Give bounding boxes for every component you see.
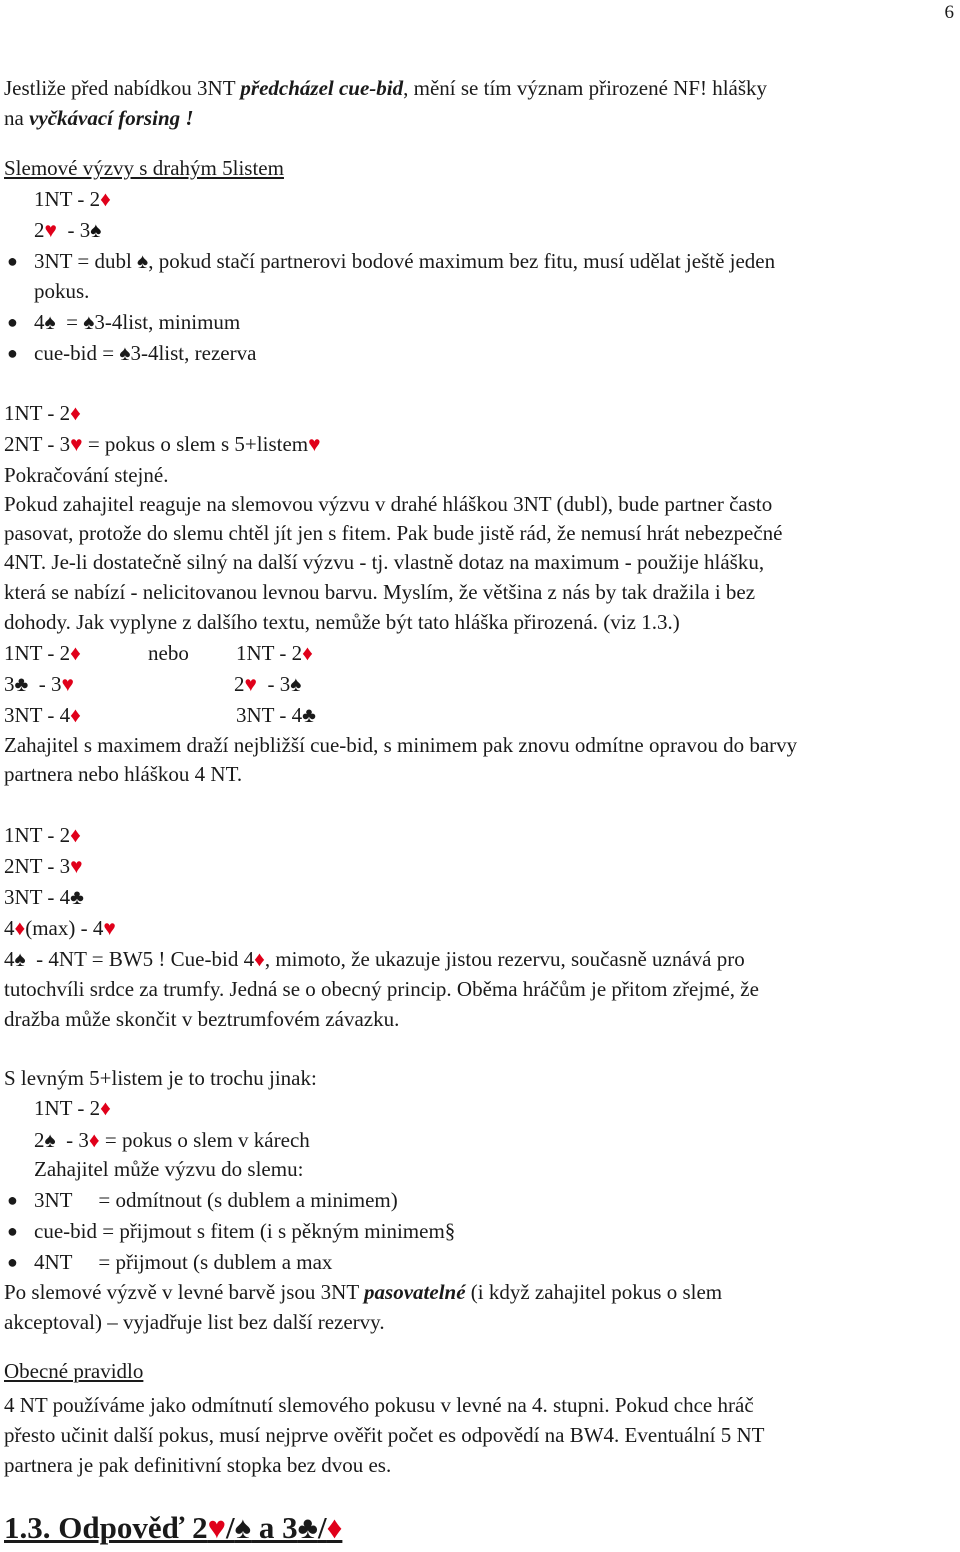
text: 3-4list, minimum — [94, 310, 241, 334]
bullet-item — [34, 249, 775, 273]
bid: 1NT - 2 — [4, 401, 71, 425]
para-line: partnera nebo hláškou 4 NT. — [4, 762, 243, 786]
bid: 4 — [4, 916, 15, 940]
text: , mění se tím význam přirozené NF! hlášky — [403, 76, 768, 100]
bid-line — [4, 641, 81, 665]
text: 3NT = dubl — [34, 249, 138, 273]
bid: 2 — [34, 1128, 45, 1152]
bid: 1NT - 2 — [236, 641, 303, 665]
bullet-item — [34, 341, 256, 365]
emphasis: pasovatelné — [364, 1280, 466, 1304]
bid-line — [234, 672, 301, 696]
heart-icon: ♥ — [70, 854, 83, 878]
bid-line — [4, 703, 81, 727]
diamond-icon: ♦ — [70, 823, 81, 847]
bid: 3NT - 4 — [236, 703, 303, 727]
para-line: tutochvíli srdce za trumfy. Jedná se o obecný princip. Oběma hráčům je přitom zřejmé, že — [4, 977, 759, 1001]
bid-line — [4, 432, 321, 456]
bid-line — [4, 401, 81, 425]
para-line: Zahajitel s maximem draží nejbližší cue-bid, s minimem pak znovu odmítne opravou do barvy — [4, 733, 798, 757]
bid: - 3 — [55, 1128, 89, 1152]
intro-line-1 — [4, 76, 767, 100]
bid-line — [4, 823, 81, 847]
bid-line — [4, 947, 745, 971]
bid: 1NT - 2 — [34, 187, 101, 211]
bid: 3NT - 4 — [4, 703, 71, 727]
bid-line — [4, 854, 83, 878]
heading-text: / — [317, 1510, 327, 1545]
heart-icon: ♥ — [103, 916, 116, 940]
diamond-icon: ♦ — [326, 1510, 343, 1545]
bid: - 3 — [256, 672, 291, 696]
bullet-icon: ● — [7, 1221, 18, 1241]
text: - 4NT = BW5 ! Cue-bid 4 — [25, 947, 255, 971]
heart-icon: ♥ — [70, 432, 83, 456]
para-line: partnera je pak definitivní stopka bez dvou es. — [4, 1453, 392, 1477]
diamond-icon: ♦ — [302, 641, 313, 665]
spade-icon: ♠ — [44, 310, 56, 334]
text: , mimoto, že ukazuje jistou rezervu, současně uznává pro — [264, 947, 745, 971]
bullet-item — [34, 310, 240, 334]
spade-icon: ♠ — [234, 1510, 252, 1545]
spade-icon: ♠ — [119, 341, 131, 365]
diamond-icon: ♦ — [100, 187, 111, 211]
bid: 2NT - 3 — [4, 854, 71, 878]
heart-icon: ♥ — [61, 672, 74, 696]
text: Po slemové výzvě v levné barvě jsou 3NT — [4, 1280, 365, 1304]
para-line: akceptoval) – vyjadřuje list bez další rezervy. — [4, 1310, 385, 1334]
para-line — [4, 1280, 722, 1304]
heading-text: 1.3. Odpověď 2 — [4, 1510, 208, 1545]
intro-line-2 — [4, 106, 194, 130]
text: 3-4list, rezerva — [130, 341, 257, 365]
heart-icon: ♥ — [44, 218, 57, 242]
bid-line — [34, 218, 101, 242]
spade-icon: ♠ — [137, 249, 149, 273]
diamond-icon: ♦ — [14, 916, 26, 940]
spade-icon: ♠ — [14, 947, 26, 971]
bid: 1NT - 2 — [4, 641, 71, 665]
bid-line — [34, 187, 111, 211]
text: cue-bid = — [34, 341, 120, 365]
text: na — [4, 106, 30, 130]
text: = pokus o slem s 5+listem — [82, 432, 309, 456]
bullet-icon: ● — [7, 251, 18, 271]
heading-text: / — [226, 1510, 235, 1545]
diamond-icon: ♦ — [70, 401, 81, 425]
diamond-icon: ♦ — [100, 1096, 111, 1120]
text: , pokud stačí partnerovi bodové maximum bez fitu, musí udělat ještě jeden — [148, 249, 776, 273]
heart-icon: ♥ — [308, 432, 321, 456]
bid-line — [4, 885, 84, 909]
text: Jestliže před nabídkou 3NT — [4, 76, 241, 100]
diamond-icon: ♦ — [70, 641, 81, 665]
club-icon: ♣ — [70, 885, 84, 909]
section-title-obecne-pravidlo: Obecné pravidlo — [4, 1359, 144, 1383]
bid: 3NT - 4 — [4, 885, 71, 909]
nebo-label: nebo — [148, 641, 189, 665]
chapter-heading — [4, 1510, 342, 1546]
bid-line — [236, 641, 313, 665]
bid-line — [34, 1096, 111, 1120]
emphasis: předcházel cue-bid — [240, 76, 404, 100]
bid: 2 — [234, 672, 245, 696]
heart-icon: ♥ — [207, 1510, 226, 1545]
club-icon: ♣ — [302, 703, 316, 727]
spade-icon: ♠ — [83, 310, 95, 334]
spade-icon: ♠ — [90, 218, 102, 242]
diamond-icon: ♦ — [70, 703, 81, 727]
bid: - 3 — [28, 672, 62, 696]
bid: - 3 — [56, 218, 91, 242]
text: = pokus o slem v kárech — [99, 1128, 310, 1152]
bid: 2NT - 3 — [4, 432, 71, 456]
bid: 2 — [34, 218, 45, 242]
bid: (max) - 4 — [25, 916, 104, 940]
heading-text: a 3 — [251, 1510, 298, 1545]
bullet-icon: ● — [7, 1252, 18, 1272]
para-line: dohody. Jak vyplyne z dalšího textu, nemůže být tato hláška přirozená. (viz 1.3.) — [4, 610, 680, 634]
bullet-item: 3NT = odmítnout (s dublem a minimem) — [34, 1188, 398, 1212]
text-line: Zahajitel může výzvu do slemu: — [34, 1157, 304, 1181]
bid: 1NT - 2 — [34, 1096, 101, 1120]
spade-icon: ♠ — [290, 672, 302, 696]
bullet-item: 4NT = přijmout (s dublem a max — [34, 1250, 333, 1274]
para-line: dražba může skončit v beztrumfovém závazku. — [4, 1007, 400, 1031]
emphasis: vyčkávací forsing ! — [29, 106, 194, 130]
para-line: 4 NT používáme jako odmítnutí slemového pokusu v levné na 4. stupni. Pokud chce hráč — [4, 1393, 754, 1417]
para-line: která se nabízí - nelicitovanou levnou barvu. Myslím, že většina z nás by tak dražila i bez — [4, 580, 756, 604]
text: (i když zahajitel pokus o slem — [465, 1280, 723, 1304]
page-number: 6 — [944, 2, 954, 23]
club-icon: ♣ — [297, 1510, 318, 1545]
spade-icon: ♠ — [44, 1128, 56, 1152]
diamond-icon: ♦ — [254, 947, 265, 971]
diamond-icon: ♦ — [88, 1128, 100, 1152]
bid-line — [4, 916, 116, 940]
text-line: Pokračování stejné. — [4, 463, 169, 487]
bid-line — [34, 1128, 310, 1152]
bid: 4 — [4, 947, 15, 971]
bid-line — [4, 672, 74, 696]
text-line: S levným 5+listem je to trochu jinak: — [4, 1066, 317, 1090]
bid-line — [236, 703, 316, 727]
bullet-icon: ● — [7, 312, 18, 332]
section-title-slem-drahy: Slemové výzvy s drahým 5listem — [4, 156, 284, 180]
para-line: pasovat, protože do slemu chtěl jít jen s fitem. Pak bude jistě rád, že nemusí hrát nebezpečné — [4, 521, 783, 545]
bid: 1NT - 2 — [4, 823, 71, 847]
bid: 3 — [4, 672, 15, 696]
bullet-icon: ● — [7, 1190, 18, 1210]
club-icon: ♣ — [14, 672, 29, 696]
bid: 4 — [34, 310, 45, 334]
heart-icon: ♥ — [244, 672, 257, 696]
bullet-item-cont: pokus. — [34, 279, 90, 303]
bullet-item: cue-bid = přijmout s fitem (i s pěkným minimem§ — [34, 1219, 456, 1243]
para-line: přesto učinit další pokus, musí nejprve ověřit počet es odpovědí na BW4. Eventuální 5 NT — [4, 1423, 765, 1447]
text: = — [55, 310, 84, 334]
para-line: 4NT. Je-li dostatečně silný na další výzvu - tj. vlastně dotaz na maximum - použije hlášku, — [4, 550, 765, 574]
para-line: Pokud zahajitel reaguje na slemovou výzvu v drahé hláškou 3NT (dubl), bude partner často — [4, 492, 773, 516]
bullet-icon: ● — [7, 343, 18, 363]
